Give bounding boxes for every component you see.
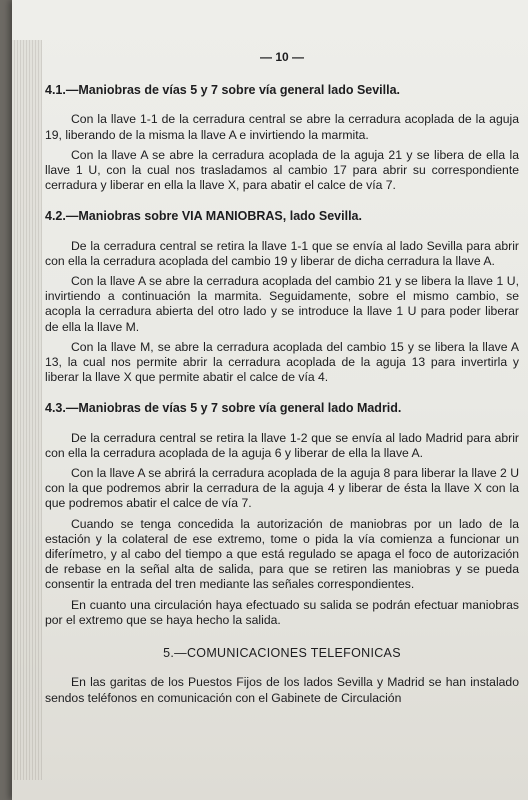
document-page [12,0,528,800]
paragraph: Con la llave A se abrirá la cerradura acoplada de la aguja 8 para liberar la llave 2 U con la que podremos abrir la cerradura de la aguja 4 y liberar de ésta la llave X con la que podremos abatir el calce de vía 7. [45,466,519,511]
paragraph: En las garitas de los Puestos Fijos de los lados Sevilla y Madrid se han instalado sendos teléfonos en comunicación con el Gabinete de Circulación [45,675,519,705]
page-stack-edges [12,40,42,780]
paragraph: En cuanto una circulación haya efectuado su salida se podrán efectuar maniobras por el extremo que se haya hecho la salida. [45,597,519,627]
paragraph: Con la llave A se abre la cerradura acoplada de la aguja 21 y se libera de ella la llave 1 U, con la cual nos trasladamos al cambio 17 para abrir su correspondiente cerradura y liberar en ella la llave X, para abatir el calce de vía 7. [45,147,519,193]
paragraph: Cuando se tenga concedida la autorización de maniobras por un lado de la estación y la colateral de ese extremo, tome o pida la vía comienza a funcionar un diferímetro, y al cabo del tiempo a que está regulado se apaga el foco de autorización de rebase en la señal alta de salida, para que se retiren las maniobras y se pueda consentir la entrada del tren mediante las señales correspondientes. [45,516,519,592]
page-content [45,50,519,711]
section-heading-4-1: 4.1.—Maniobras de vías 5 y 7 sobre vía general lado Sevilla. [45,83,401,98]
paragraph: De la cerradura central se retira la llave 1-1 que se envía al lado Sevilla para abrir con ella la cerradura acoplada del cambio 19 y liberar de dicha cerradura la llave A. [45,238,519,268]
page-number: — 10 — [259,50,304,64]
section-heading-4-2: 4.2.—Maniobras sobre VIA MANIOBRAS, lado Sevilla. [45,209,362,224]
section-heading-4-3: 4.3.—Maniobras de vías 5 y 7 sobre vía general lado Madrid. [45,401,402,416]
paragraph: Con la llave A se abre la cerradura acoplada del cambio 21 y se libera la llave 1 U, invirtiendo a continuación la marmita. Seguidamente, sobre el mismo cambio, se acopla la cerradura abierta del otro lado y se introduce la llave 1 U para poder liberar de ella la llave M. [45,274,519,334]
paragraph: Con la llave 1-1 de la cerradura central se abre la cerradura acoplada de la aguja 19, liberando de la misma la llave A e invirtiendo la marmita. [45,112,519,142]
paragraph: Con la llave M, se abre la cerradura acoplada del cambio 15 y se libera la llave A 13, la cual nos permite abrir la cerradura acoplada de la aguja 13 para invertirla y liberar la llave X que permite abatir el calce de vía 4. [45,339,519,385]
paragraph: De la cerradura central se retira la llave 1-2 que se envía al lado Madrid para abrir con ella la cerradura acoplada de la aguja 6 y liberar de ella la llave A. [45,430,519,460]
section-heading-5: 5.—COMUNICACIONES TELEFONICAS [163,646,401,661]
